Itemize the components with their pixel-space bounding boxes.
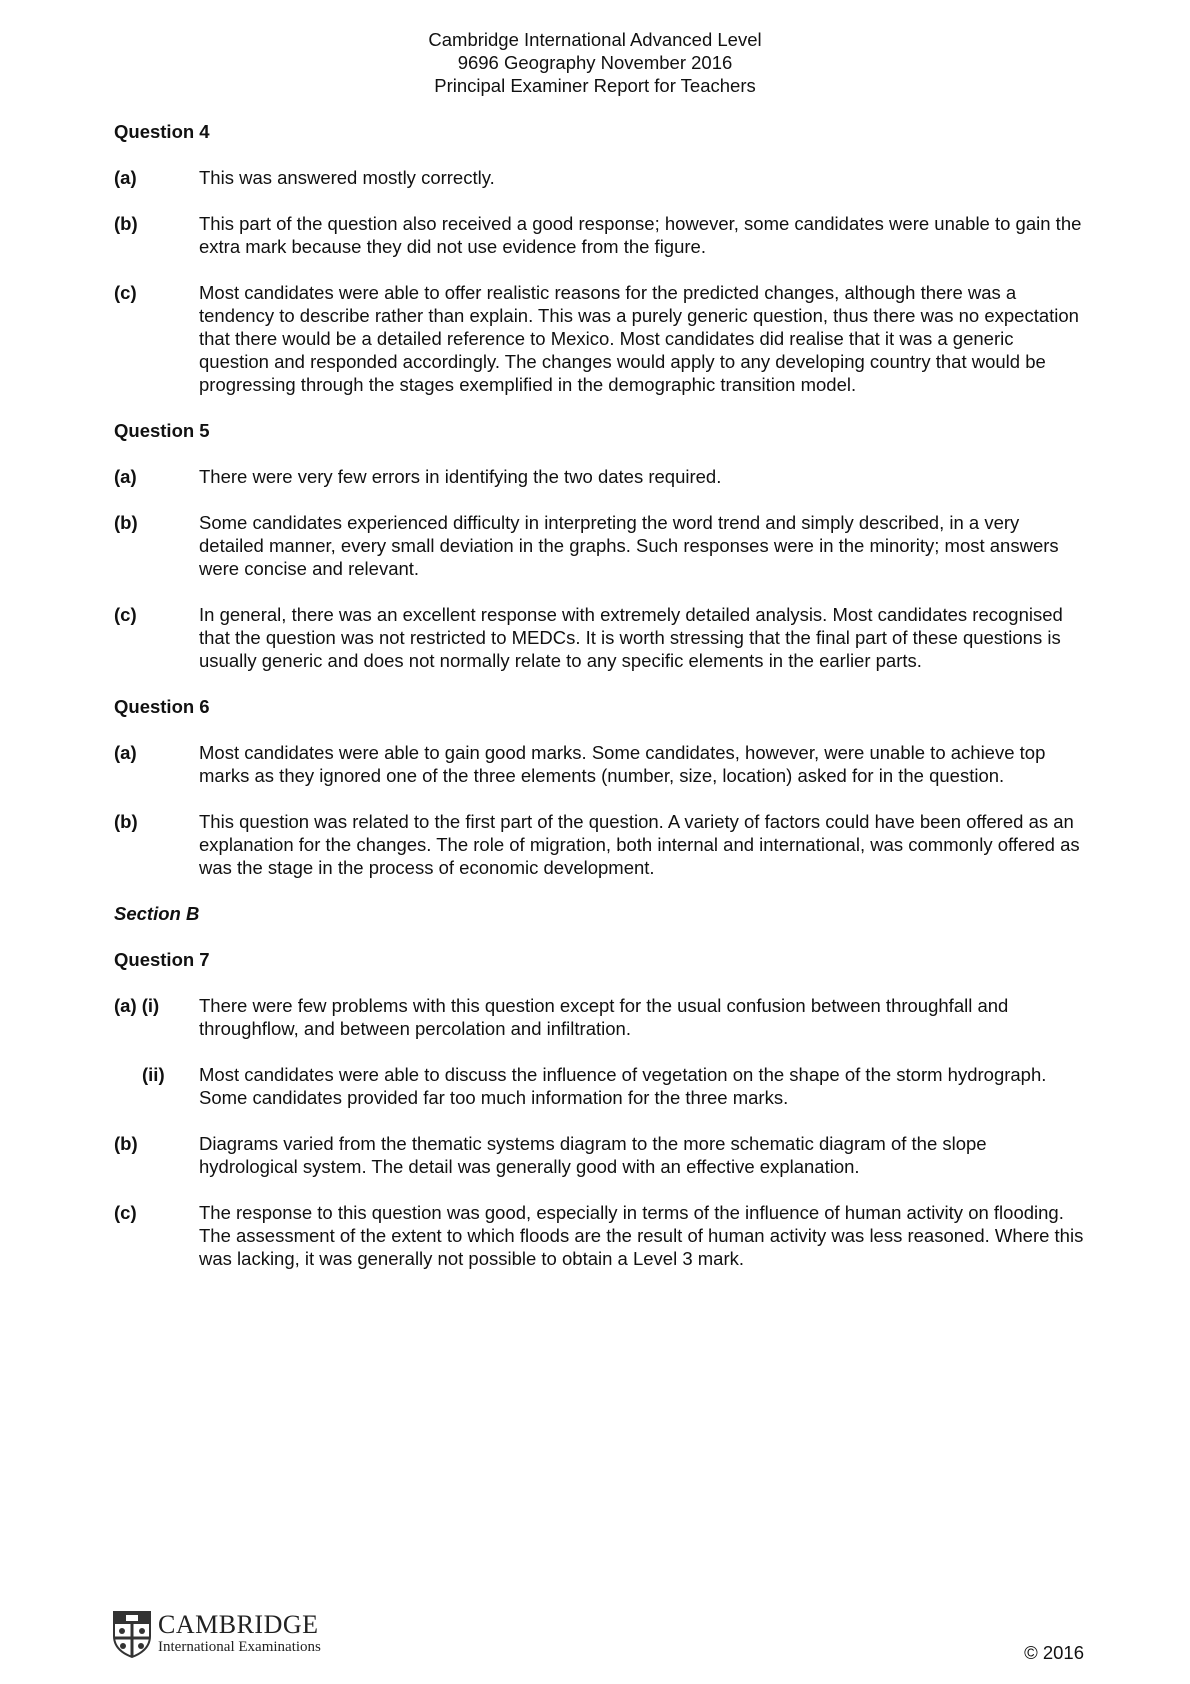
item-text: This was answered mostly correctly. (199, 167, 495, 188)
item-text: Some candidates experienced difficulty in interpreting the word trend and simply described, in a very detailed manner, every small deviation in the graphs. Such responses were in the minority; most answers were concise and relevant. (199, 512, 1059, 579)
item-label: (b) (114, 1133, 138, 1154)
item-label: (c) (114, 1202, 137, 1223)
logo-subtitle: International Examinations (158, 1639, 321, 1655)
item-text: This question was related to the first part of the question. A variety of factors could have been offered as an explanation for the changes. The role of migration, both internal and international, was commonly offered as was the stage in the process of economic development. (199, 811, 1080, 878)
item-label: (ii) (142, 1064, 165, 1085)
item-text: Most candidates were able to offer realistic reasons for the predicted changes, although there was a tendency to describe rather than explain. This was a purely generic question, thus there was no expectation that there would be a detailed reference to Mexico. Most candidates did realise that it was a generic question and responded accordingly. The changes would apply to any developing country that would be progressing through the stages exemplified in the demographic transition model. (199, 282, 1079, 395)
item-text: The response to this question was good, especially in terms of the influence of human activity on flooding. The assessment of the extent to which floods are the result of human activity was less reasoned. Where this was lacking, it was generally not possible to obtain a Level 3 mark. (199, 1202, 1084, 1269)
item-label: (a) (114, 742, 137, 763)
question-6-title: Question 6 (114, 696, 210, 717)
item-label: (b) (114, 512, 138, 533)
q4-item-b (114, 212, 1084, 258)
item-label: (a) (i) (114, 995, 160, 1016)
q6-item-b (114, 810, 1084, 879)
item-text: Diagrams varied from the thematic systems diagram to the more schematic diagram of the slope hydrological system. The detail was generally good with an effective explanation. (199, 1133, 987, 1177)
report-body (114, 120, 1084, 1293)
item-text: There were very few errors in identifying the two dates required. (199, 466, 722, 487)
question-4-title: Question 4 (114, 121, 210, 142)
cambridge-shield-icon (112, 1610, 152, 1658)
header-line-1: Cambridge International Advanced Level (428, 29, 762, 50)
logo-name: CAMBRIDGE (158, 1610, 319, 1639)
item-text: Most candidates were able to discuss the influence of vegetation on the shape of the storm hydrograph. Some candidates provided far too much information for the three marks. (199, 1064, 1047, 1108)
q5-item-c (114, 603, 1084, 672)
q7-item-a-i (114, 994, 1084, 1040)
header-line-2: 9696 Geography November 2016 (457, 52, 733, 73)
q4-item-a (114, 166, 1084, 189)
item-label: (c) (114, 282, 137, 303)
item-label: (a) (114, 167, 137, 188)
item-text: There were few problems with this question except for the usual confusion between throughfall and throughflow, and between percolation and infiltration. (199, 995, 1009, 1039)
q4-item-c (114, 281, 1084, 396)
question-5-title: Question 5 (114, 420, 210, 441)
q5-item-b (114, 511, 1084, 580)
question-7-title: Question 7 (114, 949, 210, 970)
copyright: © 2016 (1024, 1642, 1084, 1663)
section-b-heading: Section B (114, 903, 200, 924)
item-label: (b) (114, 811, 138, 832)
q5-item-a (114, 465, 1084, 488)
page-header (0, 28, 1190, 97)
item-label: (a) (114, 466, 137, 487)
item-label: (b) (114, 213, 138, 234)
q7-item-c (114, 1201, 1084, 1270)
item-label: (c) (114, 604, 137, 625)
cambridge-logo (112, 1610, 321, 1658)
header-line-3: Principal Examiner Report for Teachers (434, 75, 756, 96)
q6-item-a (114, 741, 1084, 787)
item-text: Most candidates were able to gain good marks. Some candidates, however, were unable to achieve top marks as they ignored one of the three elements (number, size, location) asked for in the question. (199, 742, 1046, 786)
q7-item-b (114, 1132, 1084, 1178)
item-text: In general, there was an excellent response with extremely detailed analysis. Most candidates recognised that the question was not restricted to MEDCs. It is worth stressing that the final part of these questions is usually generic and does not normally relate to any specific elements in the earlier parts. (199, 604, 1063, 671)
q7-item-a-ii (114, 1063, 1084, 1109)
item-text: This part of the question also received a good response; however, some candidates were unable to gain the extra mark because they did not use evidence from the figure. (199, 213, 1082, 257)
